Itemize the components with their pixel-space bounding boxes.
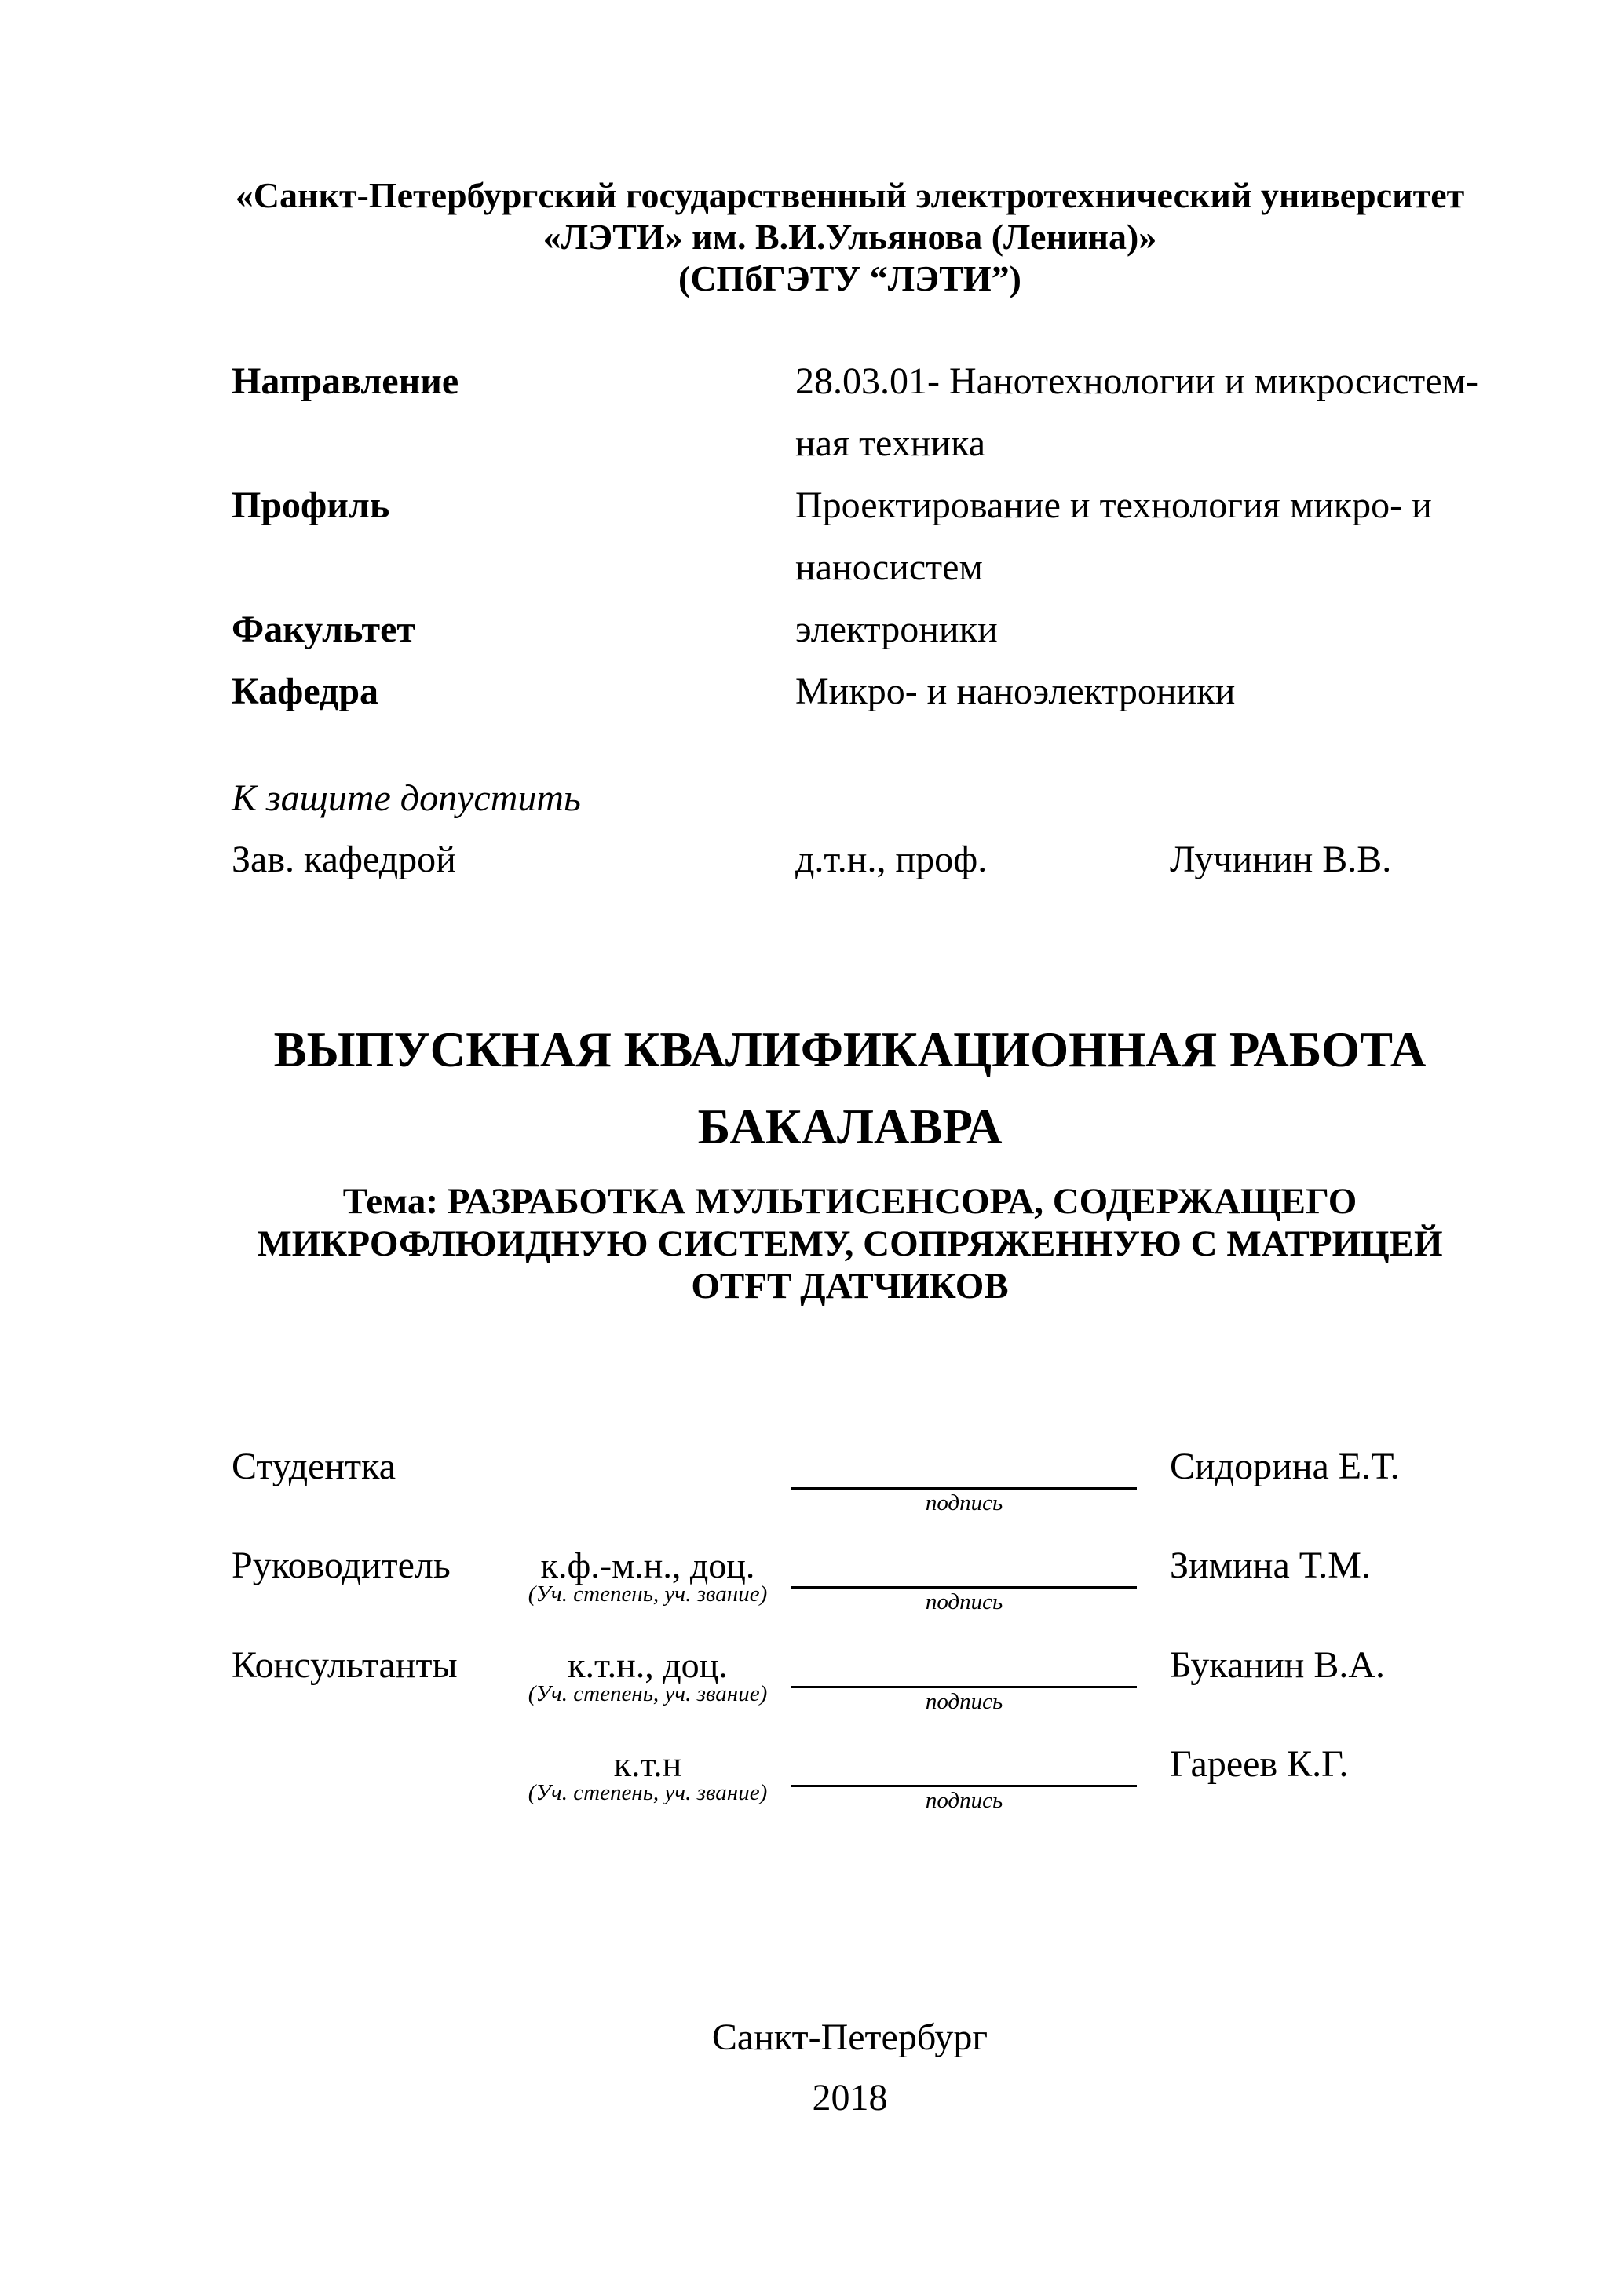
signature-row-consultant-2 bbox=[0, 1742, 1622, 1844]
consultant1-degree: к.т.н., доц. bbox=[568, 1645, 728, 1685]
head-of-department-label: Зав. кафедрой bbox=[232, 839, 456, 880]
field-label-profile: Профиль bbox=[232, 484, 390, 526]
supervisor-degree: к.ф.-м.н., доц. bbox=[540, 1545, 755, 1585]
admission-row bbox=[0, 838, 1622, 882]
signature-line bbox=[791, 1785, 1137, 1787]
footer-year: 2018 bbox=[812, 2077, 888, 2119]
degree-note: (Уч. степень, уч. звание) bbox=[528, 1681, 768, 1706]
program-fields bbox=[0, 350, 1622, 722]
field-value-direction-cont: ная техника bbox=[795, 422, 985, 464]
footer-city: Санкт-Петербург bbox=[711, 2016, 988, 2058]
field-value-profile-cont: наносистем bbox=[795, 547, 983, 588]
signature-row-supervisor bbox=[0, 1544, 1622, 1646]
head-of-department-degree: д.т.н., проф. bbox=[795, 839, 988, 880]
field-row-department bbox=[0, 660, 1622, 722]
university-header bbox=[232, 174, 1468, 299]
university-abbreviation: (СПбГЭТУ “ЛЭТИ”) bbox=[678, 258, 1021, 298]
field-value-direction: 28.03.01- Нанотехнологии и микросистем- bbox=[795, 360, 1478, 402]
field-row-profile bbox=[0, 474, 1622, 536]
field-row-direction bbox=[0, 350, 1622, 412]
university-name-line2: «ЛЭТИ» им. В.И.Ульянова (Ленина)» bbox=[542, 217, 1157, 257]
student-name: Сидорина Е.Т. bbox=[1170, 1446, 1400, 1487]
degree-note: (Уч. степень, уч. звание) bbox=[528, 1581, 768, 1607]
degree-note: (Уч. степень, уч. звание) bbox=[528, 1780, 768, 1805]
supervisor-role-label: Руководитель bbox=[232, 1545, 451, 1586]
work-title-line1: ВЫПУСКНАЯ КВАЛИФИКАЦИОННАЯ РАБОТА bbox=[273, 1022, 1427, 1077]
consultants-role-label: Консультанты bbox=[232, 1644, 458, 1686]
theme-line2: МИКРОФЛЮИДНУЮ СИСТЕМУ, СОПРЯЖЕННУЮ С МАТРИЦЕЙ bbox=[257, 1223, 1443, 1264]
field-row-faculty bbox=[0, 598, 1622, 660]
field-value-profile: Проектирование и технология микро- и bbox=[795, 484, 1432, 526]
consultant2-degree: к.т.н bbox=[613, 1744, 682, 1784]
student-role-label: Студентка bbox=[232, 1446, 396, 1487]
signature-line bbox=[791, 1686, 1137, 1688]
supervisor-name: Зимина Т.М. bbox=[1170, 1545, 1371, 1586]
theme-line1: Тема: РАЗРАБОТКА МУЛЬТИСЕНСОРА, СОДЕРЖАЩЕГО bbox=[342, 1181, 1357, 1222]
field-row-profile-cont bbox=[0, 536, 1622, 598]
signature-line bbox=[791, 1487, 1137, 1490]
signature-caption: подпись bbox=[925, 1788, 1003, 1813]
signature-row-consultant-1 bbox=[0, 1643, 1622, 1746]
theme-line3: OTFT ДАТЧИКОВ bbox=[691, 1266, 1009, 1307]
field-value-department: Микро- и наноэлектроники bbox=[795, 671, 1236, 712]
signature-caption: подпись bbox=[925, 1589, 1003, 1614]
signature-line bbox=[791, 1586, 1137, 1589]
work-title-line2: БАКАЛАВРА bbox=[697, 1099, 1003, 1154]
admission-statement: К защите допустить bbox=[232, 777, 581, 819]
field-value-faculty: электроники bbox=[795, 609, 998, 650]
head-of-department-name: Лучинин В.В. bbox=[1170, 839, 1392, 880]
consultant2-name: Гареев К.Г. bbox=[1170, 1743, 1349, 1785]
field-label-faculty: Факультет bbox=[232, 609, 415, 650]
signature-caption: подпись bbox=[925, 1490, 1003, 1515]
thesis-theme bbox=[192, 1180, 1507, 1307]
field-row-direction-cont bbox=[0, 412, 1622, 474]
field-label-direction: Направление bbox=[232, 360, 459, 402]
signature-row-student bbox=[0, 1445, 1622, 1547]
field-label-department: Кафедра bbox=[232, 671, 379, 712]
university-name-line1: «Санкт-Петербургский государственный электротехнический университет bbox=[235, 175, 1465, 215]
consultant1-name: Буканин В.А. bbox=[1170, 1644, 1386, 1686]
signature-caption: подпись bbox=[925, 1689, 1003, 1714]
